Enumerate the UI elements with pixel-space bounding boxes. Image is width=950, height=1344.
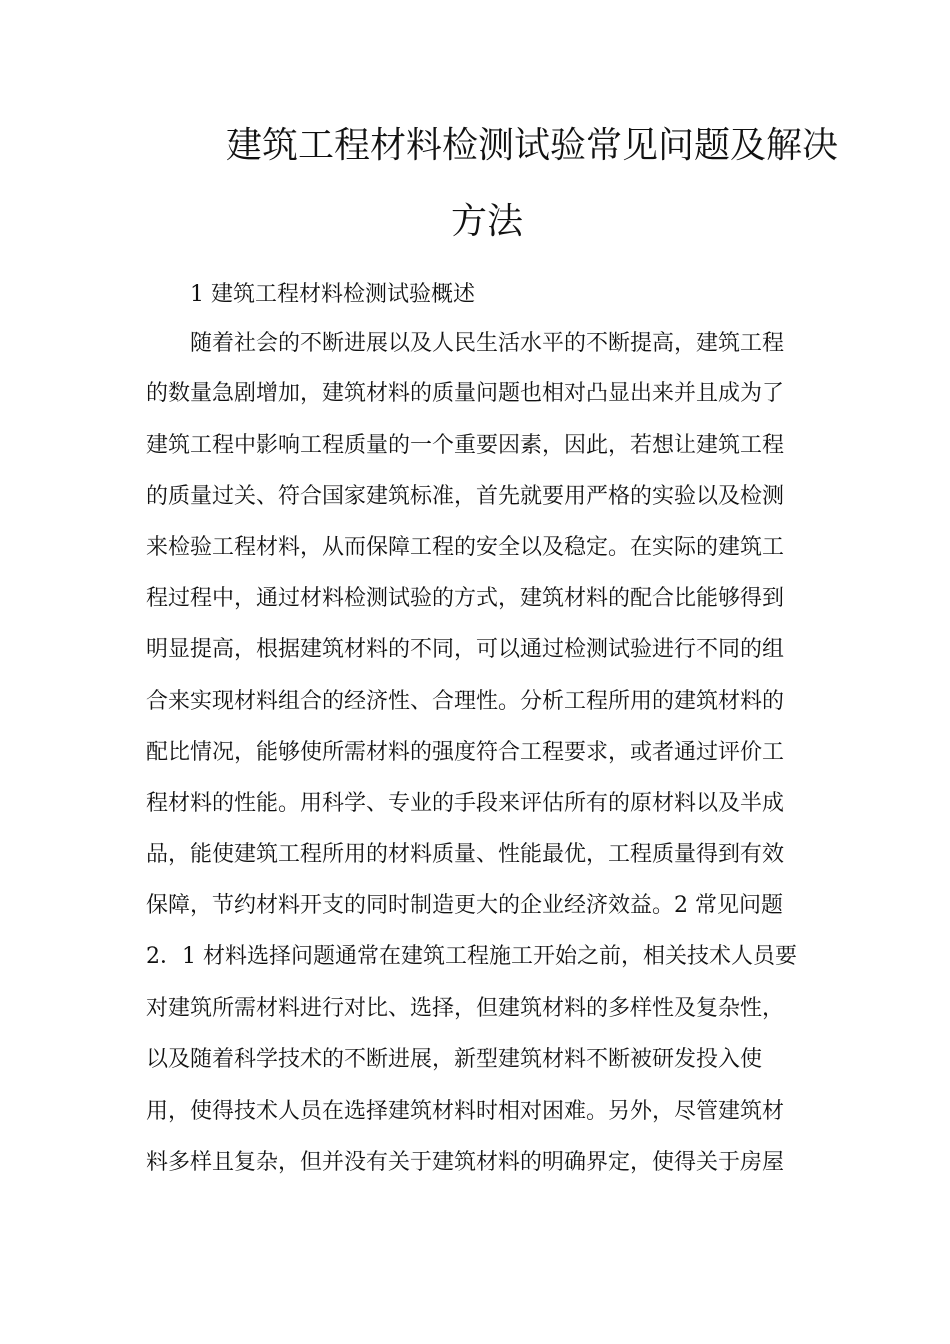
body-line: 以及随着科学技术的不断进展，新型建筑材料不断被研发投入使 [146,1047,763,1072]
body-line: 用，使得技术人员在选择建筑材料时相对困难。另外，尽管建筑材 [146,1099,785,1124]
body-line: 对建筑所需材料进行对比、选择，但建筑材料的多样性及复杂性， [146,996,785,1021]
body-line: 来检验工程材料，从而保障工程的安全以及稳定。在实际的建筑工 [146,535,785,560]
body-line: 程过程中，通过材料检测试验的方式，建筑材料的配合比能够得到 [146,586,785,611]
body-line: 品，能使建筑工程所用的材料质量、性能最优，工程质量得到有效 [146,842,785,867]
body-line: 配比情况，能够使所需材料的强度符合工程要求，或者通过评价工 [146,740,785,765]
body-line: 随着社会的不断进展以及人民生活水平的不断提高，建筑工程 [190,331,785,356]
body-line: 的数量急剧增加，建筑材料的质量问题也相对凸显出来并且成为了 [146,381,785,406]
body-line: 程材料的性能。用科学、专业的手段来评估所有的原材料以及半成 [146,791,785,816]
body-line: 2．1 材料选择问题通常在建筑工程施工开始之前，相关技术人员要 [146,944,797,969]
body-line: 保障，节约材料开支的同时制造更大的企业经济效益。2 常见问题 [146,893,783,918]
body-line: 合来实现材料组合的经济性、合理性。分析工程所用的建筑材料的 [146,689,785,714]
body-line: 建筑工程中影响工程质量的一个重要因素，因此，若想让建筑工程 [146,433,785,458]
document-title-line-2: 方法 [450,201,523,242]
body-line: 的质量过关、符合国家建筑标准，首先就要用严格的实验以及检测 [146,484,785,509]
section-heading: 1 建筑工程材料检测试验概述 [190,282,475,307]
document-title-line-1: 建筑工程材料检测试验常见问题及解决 [226,125,839,166]
body-line: 明显提高，根据建筑材料的不同，可以通过检测试验进行不同的组 [146,637,785,662]
body-line: 料多样且复杂，但并没有关于建筑材料的明确界定，使得关于房屋 [146,1150,785,1175]
